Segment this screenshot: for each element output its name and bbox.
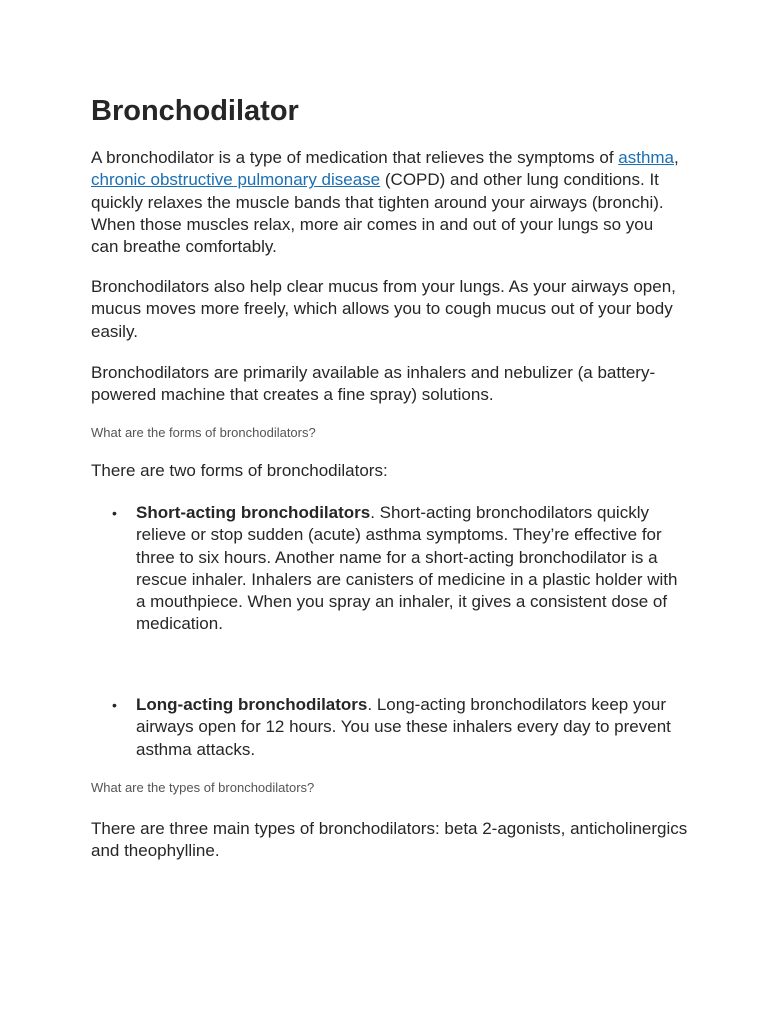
- list-item-term: Long-acting bronchodilators: [136, 695, 368, 714]
- intro-paragraph: [91, 147, 681, 258]
- intro-text-after: (COPD) and other lung conditions. It quickly relaxes the muscle bands that tighten around your airways (bronchi). When those muscles relax, more air comes in and out of your lungs so you can breathe comfortably.: [91, 170, 664, 257]
- forms-subheading: What are the forms of bronchodilators?: [91, 425, 316, 440]
- page-title: Bronchodilator: [91, 95, 299, 127]
- list-item-term: Short-acting bronchodilators: [136, 503, 371, 522]
- bullet-icon: •: [112, 505, 117, 521]
- list-item-text: . Short-acting bronchodilators quickly relieve or stop sudden (acute) asthma symptoms. They’re effective for three to six hours. Another name for a short-acting bronchodilator is a rescue inhaler. Inhalers are canisters of medicine in a plastic holder with a mouthpiece. When you spray an inhaler, it gives a consistent dose of medication.: [136, 503, 678, 634]
- intro-text-before: A bronchodilator is a type of medication that relieves the symptoms of: [91, 148, 619, 167]
- asthma-link[interactable]: asthma: [618, 148, 675, 167]
- list-item: [112, 502, 681, 636]
- bullet-icon: •: [112, 697, 117, 713]
- mucus-paragraph: Bronchodilators also help clear mucus from your lungs. As your airways open, mucus moves more freely, which allows you to cough mucus out of your body easily.: [91, 277, 676, 341]
- types-subheading: What are the types of bronchodilators?: [91, 780, 315, 795]
- list-item: [112, 694, 681, 761]
- types-paragraph: There are three main types of bronchodilators: beta 2-agonists, anticholinergics and theophylline.: [91, 819, 688, 861]
- availability-paragraph: Bronchodilators are primarily available as inhalers and nebulizer (a battery-powered machine that creates a fine spray) solutions.: [91, 363, 656, 405]
- forms-intro: There are two forms of bronchodilators:: [91, 461, 388, 480]
- copd-link[interactable]: chronic obstructive pulmonary disease: [91, 170, 381, 190]
- intro-separator: ,: [674, 148, 679, 167]
- list-item-text: . Long-acting bronchodilators keep your airways open for 12 hours. You use these inhalers every day to prevent asthma attacks.: [136, 695, 671, 759]
